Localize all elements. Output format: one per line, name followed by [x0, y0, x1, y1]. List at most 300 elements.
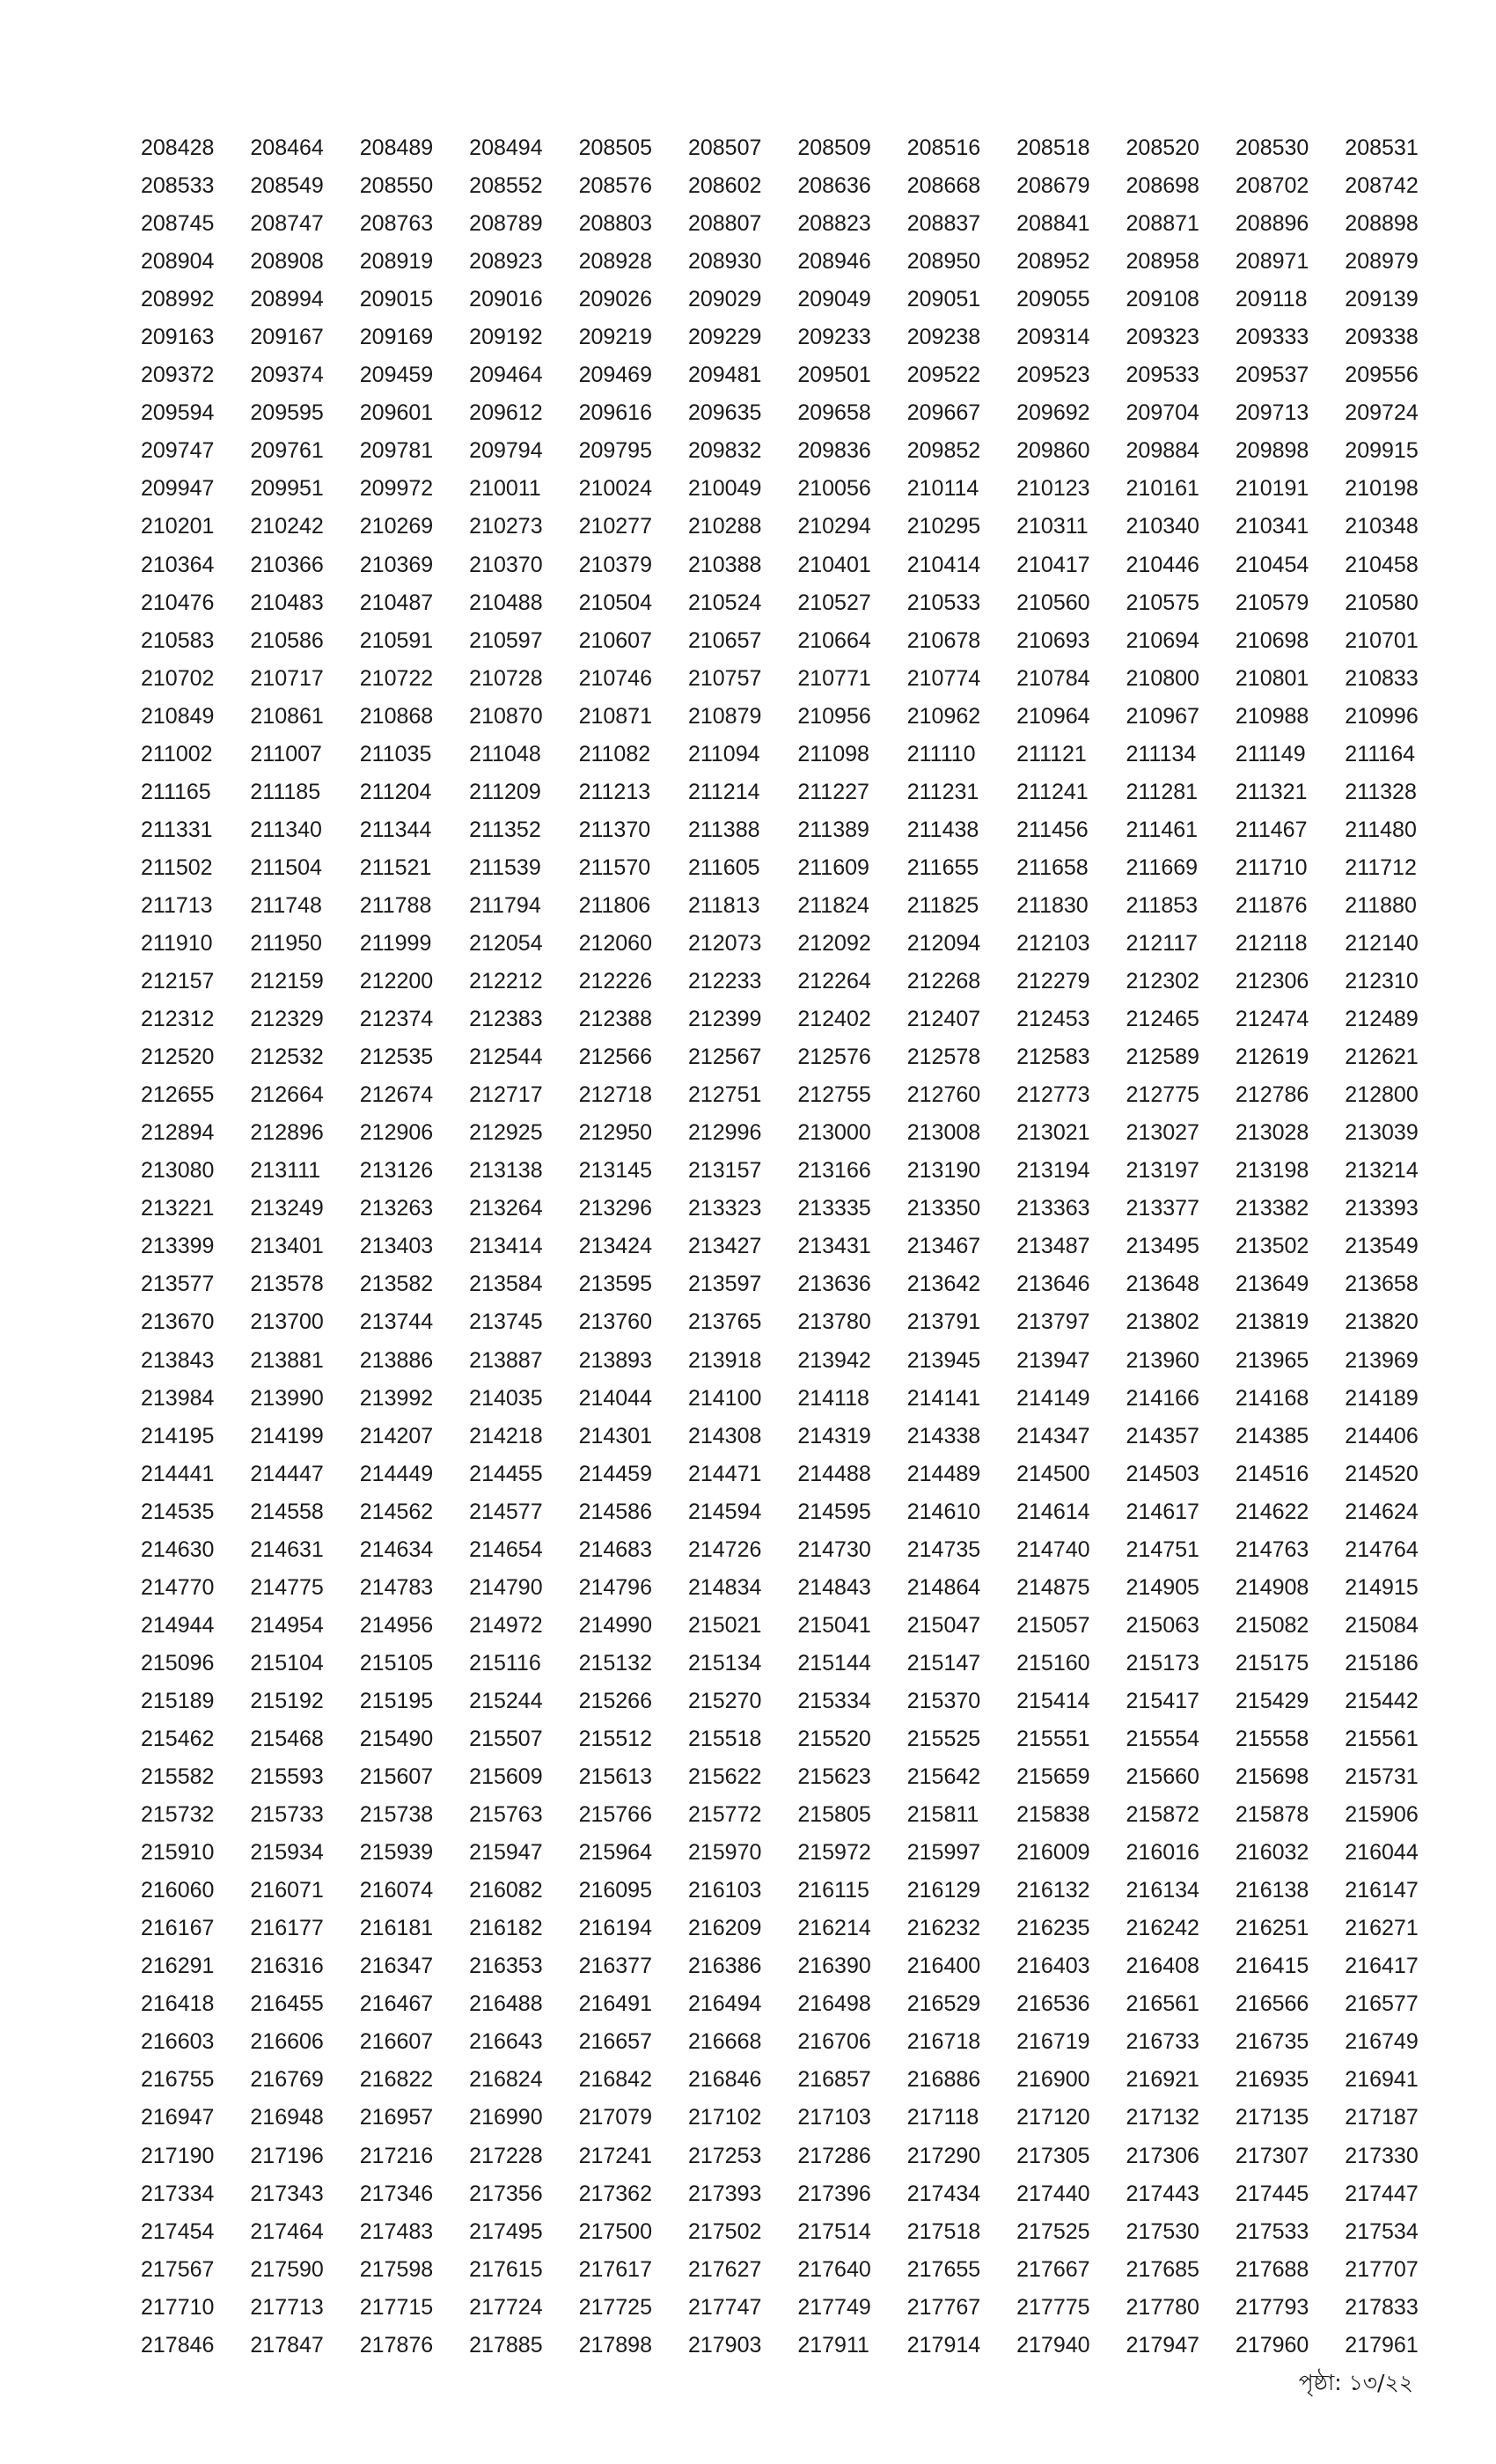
roll-number-cell: 212140: [1345, 931, 1419, 956]
roll-number-cell: 210580: [1345, 590, 1419, 615]
roll-number-cell: 214944: [141, 1612, 215, 1638]
roll-number-cell: 212489: [1345, 1007, 1419, 1032]
roll-number-cell: 214308: [687, 1423, 762, 1448]
roll-number-cell: 212567: [687, 1045, 762, 1070]
roll-number-cell: 210784: [1016, 665, 1090, 691]
roll-number-cell: 211876: [1235, 892, 1308, 918]
roll-number-cell: 217518: [906, 2218, 981, 2244]
roll-number-cell: 213363: [1016, 1196, 1090, 1221]
roll-number-cell: 209898: [1235, 438, 1309, 464]
roll-number-cell: 214843: [797, 1574, 871, 1600]
roll-number-cell: 210996: [1345, 703, 1419, 729]
roll-number-cell: 215429: [1235, 1688, 1309, 1713]
roll-number-cell: 208950: [906, 249, 981, 275]
roll-number-cell: 210340: [1126, 514, 1199, 539]
roll-number-cell: 217305: [1016, 2143, 1090, 2168]
roll-number-cell: 214449: [359, 1461, 434, 1486]
roll-number-cell: 209118: [1235, 287, 1308, 312]
roll-number-cell: 215607: [359, 1764, 434, 1790]
roll-number-cell: 209781: [359, 438, 434, 464]
roll-number-cell: 211098: [797, 741, 869, 766]
roll-number-cell: 213028: [1235, 1120, 1309, 1146]
roll-number-cell: 216498: [797, 1991, 871, 2017]
roll-number-cell: 212117: [1126, 931, 1199, 956]
roll-number-cell: 215554: [1126, 1726, 1199, 1751]
roll-number-cell: 217961: [1345, 2332, 1419, 2358]
roll-number-cell: 212535: [359, 1045, 434, 1070]
roll-number-cell: 216071: [250, 1878, 324, 1903]
roll-number-cell: 209323: [1126, 325, 1199, 350]
roll-number-cell: 213802: [1126, 1309, 1199, 1335]
roll-number-cell: 208505: [578, 136, 652, 161]
roll-number-cell: 216316: [250, 1954, 324, 1979]
roll-number-cell: 210746: [578, 665, 652, 691]
roll-number-cell: 210114: [906, 476, 979, 502]
roll-number-cell: 216467: [359, 1991, 434, 2017]
roll-number-cell: 210476: [141, 590, 215, 615]
roll-number-cell: 213166: [797, 1158, 871, 1184]
roll-number-cell: 216668: [687, 2029, 762, 2055]
roll-number-cell: 216138: [1235, 1878, 1309, 1903]
roll-number-cell: 214622: [1235, 1499, 1309, 1524]
roll-number-cell: 210341: [1235, 514, 1309, 539]
roll-number-cell: 217483: [359, 2218, 434, 2244]
roll-number-cell: 209951: [250, 476, 324, 502]
roll-number-cell: 217534: [1345, 2218, 1419, 2244]
roll-number-cell: 209338: [1345, 325, 1419, 350]
roll-number-cell: 210722: [359, 665, 434, 691]
roll-number-cell: 209522: [906, 363, 981, 388]
roll-number-cell: 211281: [1126, 779, 1199, 804]
roll-number-cell: 213190: [906, 1158, 981, 1184]
roll-number-cell: 213658: [1345, 1272, 1419, 1297]
roll-number-cell: 213249: [250, 1196, 324, 1221]
roll-number-cell: 211165: [141, 779, 211, 804]
roll-number-cell: 217286: [797, 2143, 871, 2168]
roll-number-cell: 216921: [1126, 2067, 1199, 2093]
roll-number-cell: 215934: [250, 1840, 324, 1866]
roll-number-cell: 209612: [469, 400, 543, 426]
roll-number-cell: 213893: [578, 1347, 652, 1373]
roll-number-cell: 213414: [469, 1234, 543, 1259]
roll-number-cell: 210388: [687, 552, 762, 577]
roll-number-cell: 211134: [1126, 741, 1197, 766]
roll-number-cell: 210458: [1345, 552, 1419, 577]
roll-number-cell: 215507: [469, 1726, 543, 1751]
roll-number-cell: 216016: [1126, 1840, 1199, 1866]
roll-number-cell: 217747: [687, 2294, 762, 2320]
roll-number-cell: 208930: [687, 249, 762, 275]
roll-number-cell: 217103: [797, 2105, 871, 2130]
roll-number-cell: 213780: [797, 1309, 871, 1335]
roll-number-cell: 209724: [1345, 400, 1419, 426]
roll-number-cell: 214488: [797, 1461, 871, 1486]
roll-number-cell: 216177: [250, 1916, 324, 1941]
roll-number-cell: 213820: [1345, 1309, 1419, 1335]
roll-number-cell: 212383: [469, 1007, 543, 1032]
roll-number-cell: 215518: [687, 1726, 762, 1751]
roll-number-cell: 209459: [359, 363, 434, 388]
roll-number-cell: 212578: [906, 1045, 981, 1070]
roll-number-cell: 210871: [578, 703, 652, 729]
roll-number-cell: 217330: [1345, 2143, 1419, 2168]
roll-number-cell: 210401: [797, 552, 871, 577]
roll-number-cell: 208668: [906, 173, 981, 199]
roll-number-cell: 216009: [1016, 1840, 1090, 1866]
roll-number-cell: 214500: [1016, 1461, 1090, 1486]
roll-number-cell: 210757: [687, 665, 762, 691]
roll-number-cell: 211813: [687, 892, 760, 918]
roll-number-cell: 217440: [1016, 2181, 1090, 2206]
roll-number-cell: 212453: [1016, 1007, 1090, 1032]
roll-number-cell: 208971: [1235, 249, 1309, 275]
roll-number-cell: 208763: [359, 211, 434, 237]
roll-number-cell: 214516: [1235, 1461, 1309, 1486]
roll-number-cell: 212374: [359, 1007, 434, 1032]
roll-number-cell: 214610: [906, 1499, 981, 1524]
roll-number-cell: 215057: [1016, 1612, 1090, 1638]
roll-number-cell: 217500: [578, 2218, 652, 2244]
roll-number-cell: 213582: [359, 1272, 434, 1297]
roll-number-cell: 216167: [141, 1916, 215, 1941]
roll-number-cell: 216529: [906, 1991, 981, 2017]
roll-number-cell: 210607: [578, 627, 652, 653]
roll-number-cell: 217530: [1126, 2218, 1199, 2244]
roll-number-cell: 211094: [687, 741, 760, 766]
roll-number-cell: 210524: [687, 590, 762, 615]
roll-number-cell: 215772: [687, 1802, 762, 1828]
roll-number-cell: 209372: [141, 363, 215, 388]
roll-number-cell: 211502: [141, 854, 213, 880]
roll-number-cell: 216129: [906, 1878, 981, 1903]
roll-number-cell: 215021: [687, 1612, 762, 1638]
roll-number-cell: 214796: [578, 1574, 652, 1600]
roll-number-cell: 214990: [578, 1612, 652, 1638]
roll-number-cell: 213918: [687, 1347, 762, 1373]
roll-number-cell: 217590: [250, 2256, 324, 2282]
roll-number-cell: 217707: [1345, 2256, 1419, 2282]
roll-number-cell: 212775: [1126, 1082, 1199, 1108]
roll-number-cell: 210849: [141, 703, 215, 729]
roll-number-cell: 210366: [250, 552, 324, 577]
roll-number-cell: 217502: [687, 2218, 762, 2244]
roll-number-cell: 213819: [1235, 1309, 1309, 1335]
roll-number-cell: 217767: [906, 2294, 981, 2320]
roll-number-cell: 217688: [1235, 2256, 1309, 2282]
roll-number-cell: 213027: [1126, 1120, 1199, 1146]
roll-number-cell: 213296: [578, 1196, 652, 1221]
roll-number-cell: 212310: [1345, 969, 1419, 994]
roll-number-cell: 208994: [250, 287, 324, 312]
roll-number-cell: 213942: [797, 1347, 871, 1373]
roll-number-cell: 215766: [578, 1802, 652, 1828]
roll-number-cell: 216948: [250, 2105, 324, 2130]
roll-number-cell: 214100: [687, 1385, 762, 1411]
roll-number-cell: 216900: [1016, 2067, 1090, 2093]
roll-number-cell: 213649: [1235, 1272, 1309, 1297]
roll-number-cell: 214447: [250, 1461, 324, 1486]
roll-number-cell: 215186: [1345, 1650, 1419, 1676]
roll-number-cell: 215623: [797, 1764, 871, 1790]
roll-number-cell: 208636: [797, 173, 871, 199]
roll-number-cell: 214730: [797, 1536, 871, 1562]
roll-number-cell: 211748: [250, 892, 322, 918]
roll-number-cell: 208898: [1345, 211, 1419, 237]
roll-number-cell: 213597: [687, 1272, 762, 1297]
roll-number-cell: 214195: [141, 1423, 215, 1448]
roll-number-cell: 210583: [141, 627, 215, 653]
roll-number-cell: 213424: [578, 1234, 652, 1259]
roll-number-cell: 209556: [1345, 363, 1419, 388]
roll-number-cell: 211880: [1345, 892, 1417, 918]
roll-number-cell: 212465: [1126, 1007, 1199, 1032]
roll-number-cell: 217346: [359, 2181, 434, 2206]
roll-number-cell: 215561: [1345, 1726, 1419, 1751]
roll-number-cell: 214763: [1235, 1536, 1309, 1562]
roll-number-cell: 215805: [797, 1802, 871, 1828]
roll-number-cell: 208841: [1016, 211, 1090, 237]
roll-number-cell: 213335: [797, 1196, 871, 1221]
roll-number-cell: 209167: [250, 325, 324, 350]
roll-number-cell: 212773: [1016, 1082, 1090, 1108]
roll-number-cell: 214035: [469, 1385, 543, 1411]
roll-number-cell: 217846: [141, 2332, 215, 2358]
roll-number-cell: 213145: [578, 1158, 652, 1184]
roll-number-cell: 216182: [469, 1916, 543, 1941]
roll-number-cell: 210161: [1126, 476, 1199, 502]
roll-number-cell: 208904: [141, 249, 215, 275]
roll-number-cell: 209635: [687, 400, 762, 426]
roll-number-cell: 210198: [1345, 476, 1419, 502]
roll-number-cell: 208489: [359, 136, 434, 161]
roll-number-cell: 209314: [1016, 325, 1090, 350]
roll-number-cell: 208946: [797, 249, 871, 275]
roll-number-cell: 214385: [1235, 1423, 1309, 1448]
roll-number-cell: 216719: [1016, 2029, 1090, 2055]
roll-number-cell: 211110: [906, 741, 976, 766]
roll-number-cell: 208533: [141, 173, 215, 199]
roll-number-cell: 208494: [469, 136, 543, 161]
roll-number-cell: 217640: [797, 2256, 871, 2282]
roll-number-cell: 210728: [469, 665, 543, 691]
roll-number-cell: 210191: [1235, 476, 1309, 502]
roll-number-cell: 215104: [250, 1650, 324, 1676]
roll-number-cell: 211035: [359, 741, 432, 766]
roll-number-cell: 212302: [1126, 969, 1199, 994]
roll-number-cell: 209972: [359, 476, 434, 502]
roll-number-cell: 213595: [578, 1272, 652, 1297]
roll-number-cell: 216561: [1126, 1991, 1199, 2017]
roll-number-cell: 208923: [469, 249, 543, 275]
roll-number-cell: 217749: [797, 2294, 871, 2320]
roll-number-cell: 217533: [1235, 2218, 1309, 2244]
roll-number-cell: 211241: [1016, 779, 1089, 804]
roll-number-cell: 211480: [1345, 817, 1417, 842]
roll-number-cell: 215593: [250, 1764, 324, 1790]
roll-number-cell: 208702: [1235, 173, 1309, 199]
roll-number-cell: 208516: [906, 136, 981, 161]
roll-number-cell: 211340: [250, 817, 322, 842]
roll-number-cell: 208803: [578, 211, 652, 237]
roll-number-cell: 213648: [1126, 1272, 1199, 1297]
roll-number-cell: 211388: [687, 817, 760, 842]
roll-number-cell: 211048: [469, 741, 541, 766]
roll-number-cell: 215175: [1235, 1650, 1309, 1676]
roll-number-cell: 215490: [359, 1726, 434, 1751]
roll-number-cell: 217447: [1345, 2181, 1419, 2206]
roll-number-cell: 208530: [1235, 136, 1309, 161]
roll-number-cell: 214630: [141, 1536, 215, 1562]
roll-number-cell: 209795: [578, 438, 652, 464]
roll-number-cell: 217241: [578, 2143, 652, 2168]
roll-number-cell: 212619: [1235, 1045, 1309, 1070]
roll-number-cell: 209333: [1235, 325, 1309, 350]
roll-number-cell: 214617: [1126, 1499, 1199, 1524]
roll-number-cell: 211149: [1235, 741, 1306, 766]
roll-number-cell: 217911: [797, 2332, 869, 2358]
roll-number-cell: 211214: [687, 779, 760, 804]
roll-number-cell: 210295: [906, 514, 981, 539]
roll-number-cell: 212906: [359, 1120, 434, 1146]
roll-number-cell: 210483: [250, 590, 324, 615]
roll-number-cell: 209594: [141, 400, 215, 426]
roll-number-cell: 213945: [906, 1347, 981, 1373]
roll-number-cell: 212118: [1235, 931, 1308, 956]
roll-number-cell: 212800: [1345, 1082, 1419, 1108]
roll-number-cell: 217135: [1235, 2105, 1309, 2130]
roll-number-cell: 208550: [359, 173, 434, 199]
roll-number-cell: 213194: [1016, 1158, 1090, 1184]
roll-number-cell: 208549: [250, 173, 324, 199]
roll-number-cell: 212054: [469, 931, 543, 956]
roll-number-cell: 217627: [687, 2256, 762, 2282]
roll-number-cell: 208679: [1016, 173, 1090, 199]
roll-number-cell: 214972: [469, 1612, 543, 1638]
roll-number-cell: 211539: [469, 854, 541, 880]
roll-number-cell: 209108: [1126, 287, 1199, 312]
roll-number-cell: 217567: [141, 2256, 215, 2282]
roll-number-cell: 212894: [141, 1120, 215, 1146]
roll-number-cell: 211331: [141, 817, 213, 842]
roll-number-cell: 211344: [359, 817, 432, 842]
roll-number-cell: 213965: [1235, 1347, 1309, 1373]
roll-number-cell: 209832: [687, 438, 762, 464]
roll-number-cell: 211231: [906, 779, 979, 804]
roll-number-cell: 216491: [578, 1991, 652, 2017]
roll-number-cell: 216353: [469, 1954, 543, 1979]
roll-number-cell: 214614: [1016, 1499, 1090, 1524]
roll-number-cell: 210056: [797, 476, 871, 502]
roll-number-cell: 215558: [1235, 1726, 1309, 1751]
roll-number-cell: 209015: [359, 287, 434, 312]
roll-number-cell: 213887: [469, 1347, 543, 1373]
roll-number-cell: 216418: [141, 1991, 215, 2017]
roll-number-cell: 214654: [469, 1536, 543, 1562]
roll-number-cell: 209616: [578, 400, 652, 426]
roll-number-grid: [141, 129, 1443, 2365]
roll-number-cell: 215939: [359, 1840, 434, 1866]
roll-number-cell: 212755: [797, 1082, 871, 1108]
roll-number-cell: 214141: [906, 1385, 981, 1411]
roll-number-cell: 214594: [687, 1499, 762, 1524]
roll-number-cell: 208507: [687, 136, 762, 161]
roll-number-cell: 211824: [797, 892, 869, 918]
roll-number-cell: 208871: [1126, 211, 1199, 237]
roll-number-cell: 215872: [1126, 1802, 1199, 1828]
roll-number-cell: 212402: [797, 1007, 871, 1032]
roll-number-cell: 213000: [797, 1120, 871, 1146]
roll-number-cell: 216291: [141, 1954, 215, 1979]
roll-number-cell: 216957: [359, 2105, 434, 2130]
roll-number-cell: 208745: [141, 211, 215, 237]
roll-number-cell: 215096: [141, 1650, 215, 1676]
roll-number-cell: 211007: [250, 741, 322, 766]
roll-number-cell: 213947: [1016, 1347, 1090, 1373]
roll-number-cell: 217960: [1235, 2332, 1309, 2358]
roll-number-cell: 210694: [1126, 627, 1199, 653]
roll-number-cell: 217495: [469, 2218, 543, 2244]
roll-number-cell: 214956: [359, 1612, 434, 1638]
roll-number-cell: 217132: [1126, 2105, 1199, 2130]
roll-number-cell: 209051: [906, 287, 981, 312]
roll-number-cell: 213969: [1345, 1347, 1419, 1373]
roll-number-cell: 217713: [250, 2294, 324, 2320]
roll-number-cell: 209915: [1345, 438, 1419, 464]
roll-number-cell: 215698: [1235, 1764, 1309, 1790]
roll-number-cell: 217655: [906, 2256, 981, 2282]
roll-number-cell: 215192: [250, 1688, 324, 1713]
roll-number-cell: 217715: [359, 2294, 434, 2320]
roll-number-cell: 211825: [906, 892, 979, 918]
roll-number-cell: 216643: [469, 2029, 543, 2055]
roll-number-cell: 217667: [1016, 2256, 1090, 2282]
roll-number-cell: 215733: [250, 1802, 324, 1828]
roll-number-cell: 209704: [1126, 400, 1199, 426]
roll-number-cell: 217780: [1126, 2294, 1199, 2320]
roll-number-cell: 213990: [250, 1385, 324, 1411]
roll-number-cell: 216755: [141, 2067, 215, 2093]
roll-number-cell: 217885: [469, 2332, 543, 2358]
roll-number-cell: 216735: [1235, 2029, 1309, 2055]
roll-number-cell: 214338: [906, 1423, 981, 1448]
roll-number-cell: 208602: [687, 173, 762, 199]
roll-number-cell: 215878: [1235, 1802, 1309, 1828]
roll-number-cell: 209501: [797, 363, 871, 388]
roll-number-cell: 215970: [687, 1840, 762, 1866]
roll-number-cell: 213487: [1016, 1234, 1090, 1259]
roll-number-cell: 217393: [687, 2181, 762, 2206]
roll-number-cell: 217615: [469, 2256, 543, 2282]
roll-number-cell: 216386: [687, 1954, 762, 1979]
roll-number-cell: 209860: [1016, 438, 1090, 464]
roll-number-cell: 215910: [141, 1840, 215, 1866]
roll-number-cell: 211352: [469, 817, 541, 842]
roll-number-cell: 213984: [141, 1385, 215, 1411]
roll-number-cell: 215609: [469, 1764, 543, 1790]
roll-number-cell: 217947: [1126, 2332, 1199, 2358]
roll-number-cell: 215414: [1016, 1688, 1090, 1713]
roll-number-cell: 211521: [359, 854, 432, 880]
roll-number-cell: 211227: [797, 779, 869, 804]
roll-number-cell: 212786: [1235, 1082, 1309, 1108]
roll-number-cell: 216403: [1016, 1954, 1090, 1979]
roll-number-cell: 215964: [578, 1840, 652, 1866]
roll-number-cell: 214875: [1016, 1574, 1090, 1600]
roll-number-cell: 212718: [578, 1082, 652, 1108]
roll-number-cell: 210879: [687, 703, 762, 729]
roll-number-cell: 215613: [578, 1764, 652, 1790]
roll-number-cell: 215642: [906, 1764, 981, 1790]
